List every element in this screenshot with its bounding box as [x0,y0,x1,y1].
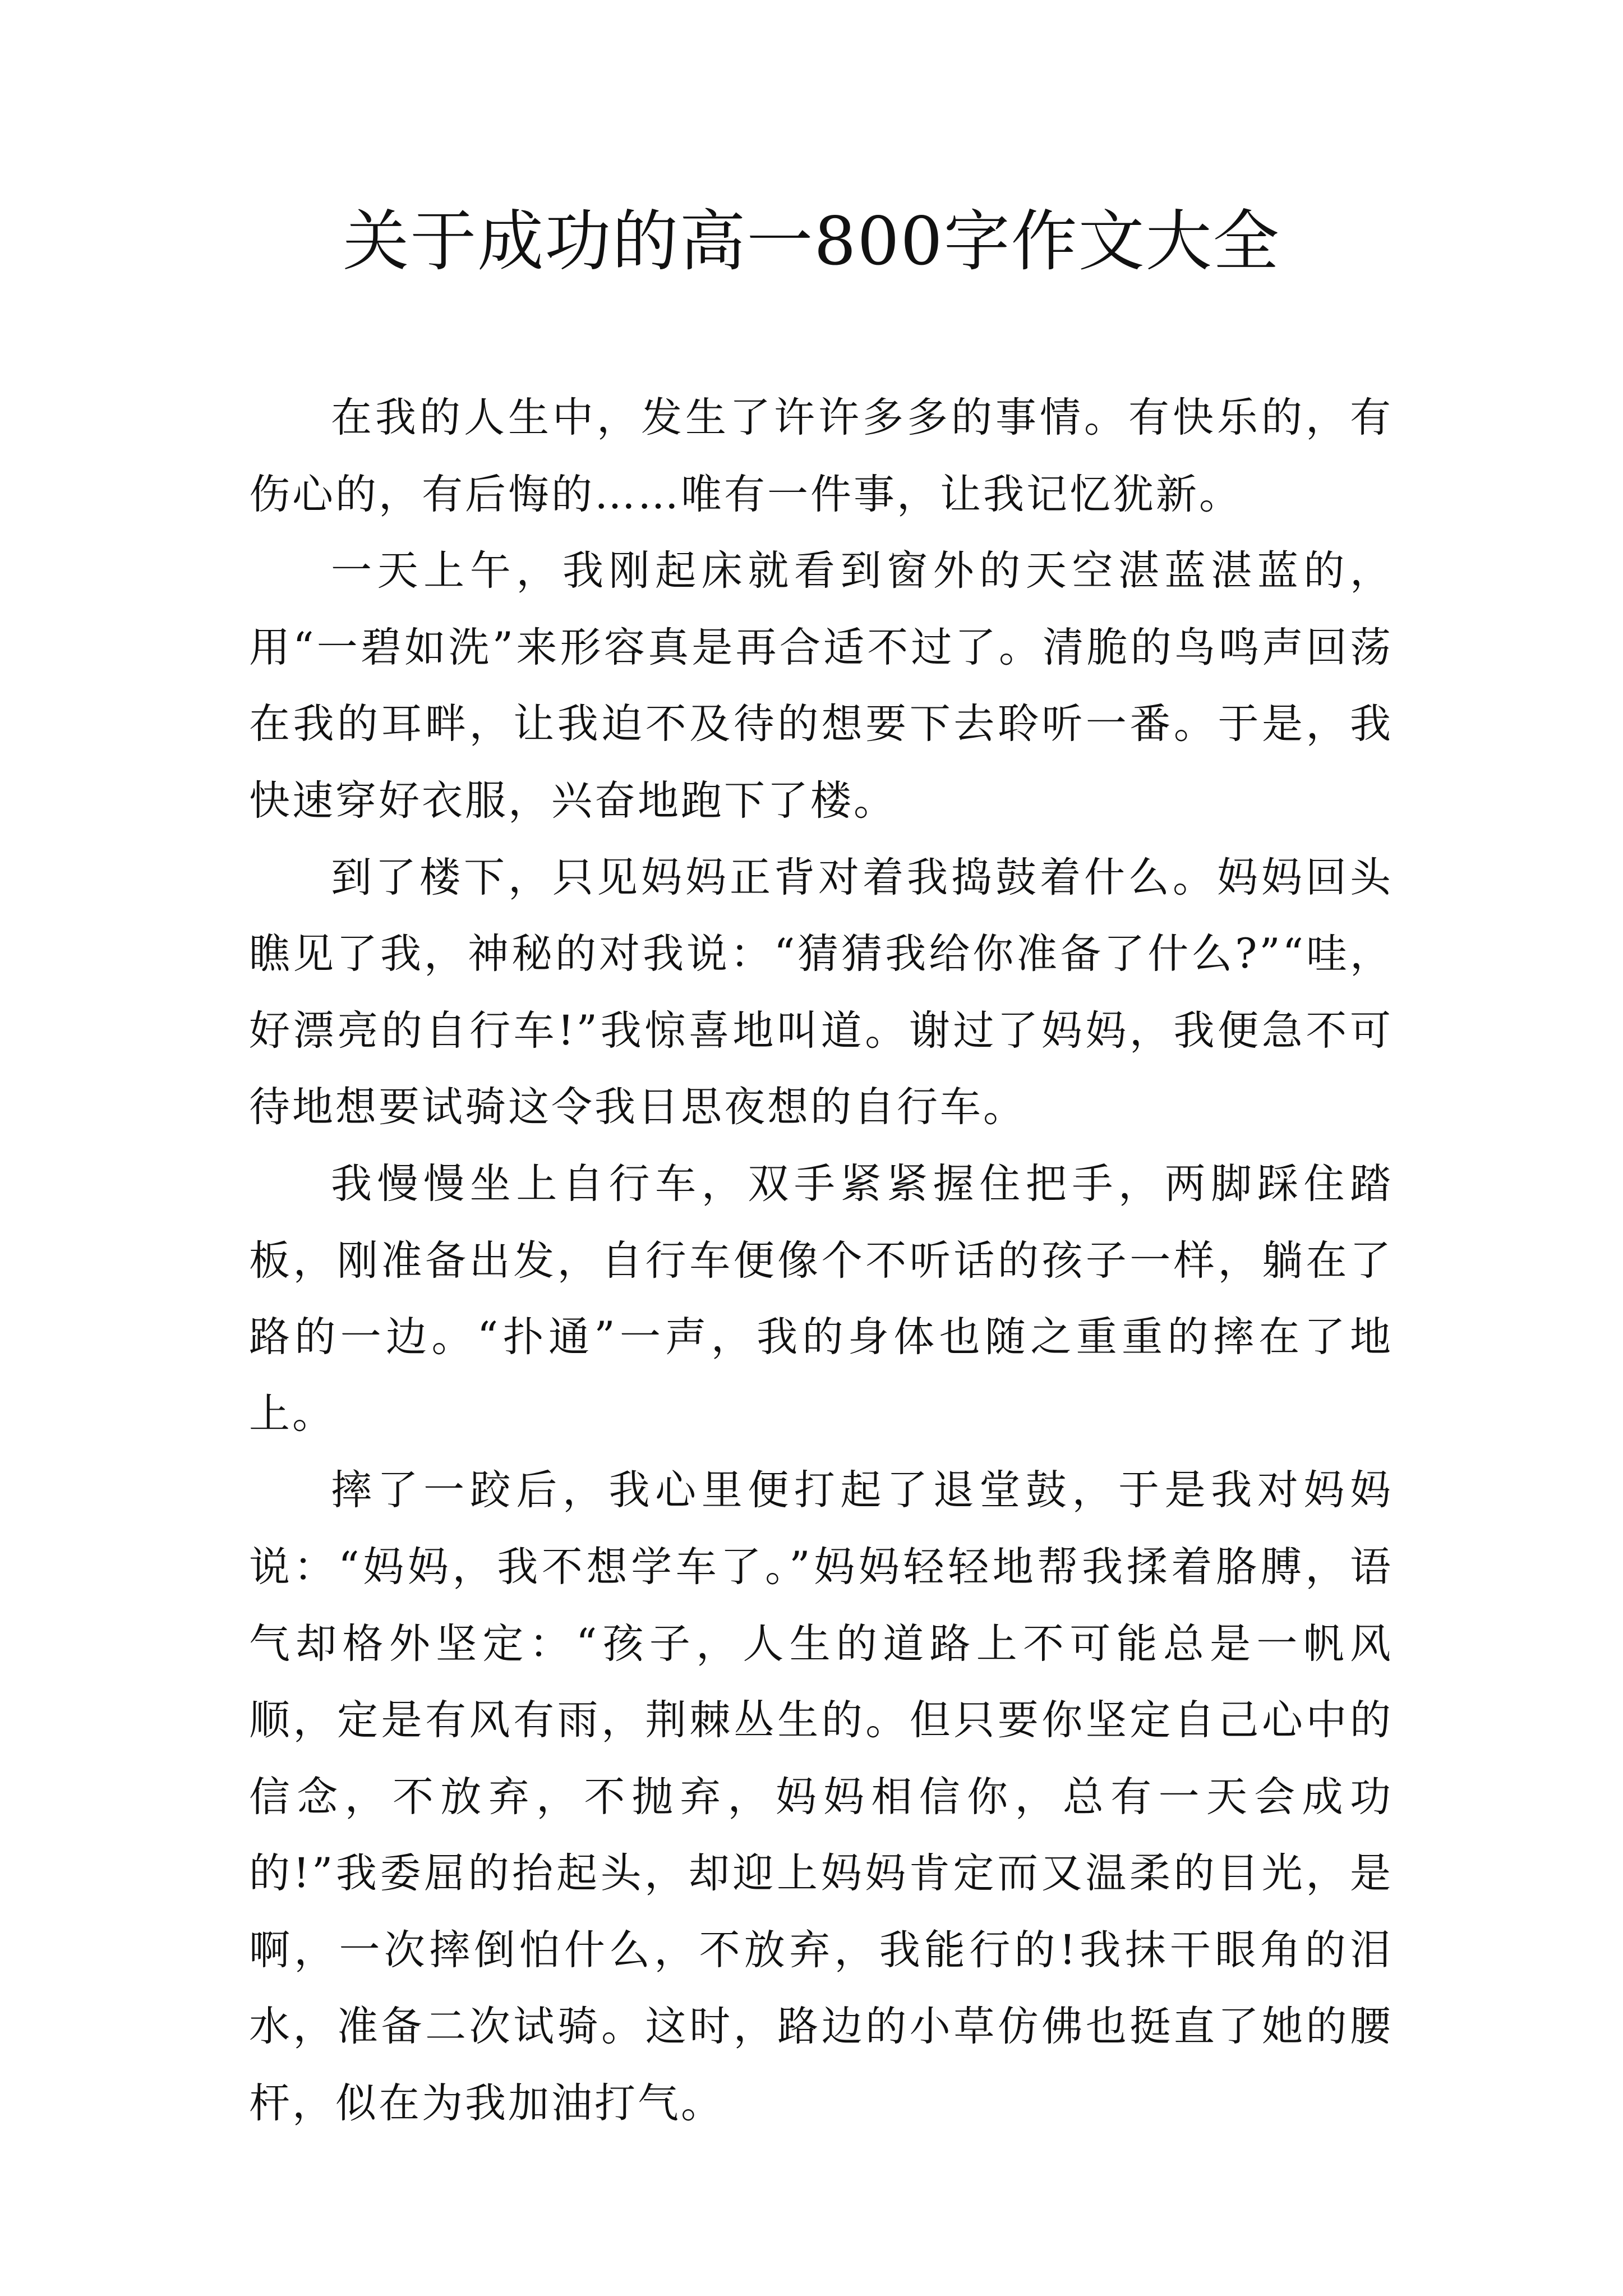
paragraph-2: 一天上午，我刚起床就看到窗外的天空湛蓝湛蓝的，用“一碧如洗”来形容真是再合适不过了。清脆的鸟鸣声回荡在我的耳畔，让我迫不及待的想要下去聆听一番。于是，我快速穿好衣服，兴奋地跑下了楼。 [249,547,1393,825]
paragraph-1: 在我的人生中，发生了许许多多的事情。有快乐的，有伤心的，有后悔的……唯有一件事，让我记忆犹新。 [249,394,1393,518]
paragraph-4: 我慢慢坐上自行车，双手紧紧握住把手，两脚踩住踏板，刚准备出发，自行车便像个不听话的孩子一样，躺在了路的一边。“扑通”一声，我的身体也随之重重的摔在了地上。 [249,1159,1393,1438]
paragraph-5: 摔了一跤后，我心里便打起了退堂鼓，于是我对妈妈说：“妈妈，我不想学车了。”妈妈轻轻地帮我揉着胳膊，语气却格外坚定：“孩子，人生的道路上不可能总是一帆风顺，定是有风有雨，荆棘丛生的。但只要你坚定自己心中的信念，不放弃，不抛弃，妈妈相信你，总有一天会成功的!”我委屈的抬起头，却迎上妈妈肯定而又温柔的目光，是啊，一次摔倒怕什么，不放弃，我能行的!我抹干眼角的泪水，准备二次试骑。这时，路边的小草仿佛也挺直了她的腰杆，似在为我加油打气。 [249,1466,1393,2128]
paragraph-3: 到了楼下，只见妈妈正背对着我捣鼓着什么。妈妈回头瞧见了我，神秘的对我说：“猜猜我给你准备了什么?”“哇，好漂亮的自行车!”我惊喜地叫道。谢过了妈妈，我便急不可待地想要试骑这令我日思夜想的自行车。 [249,853,1393,1131]
document-body [249,380,1393,2142]
document-title: 关于成功的高一800字作文大全 [343,203,1280,280]
